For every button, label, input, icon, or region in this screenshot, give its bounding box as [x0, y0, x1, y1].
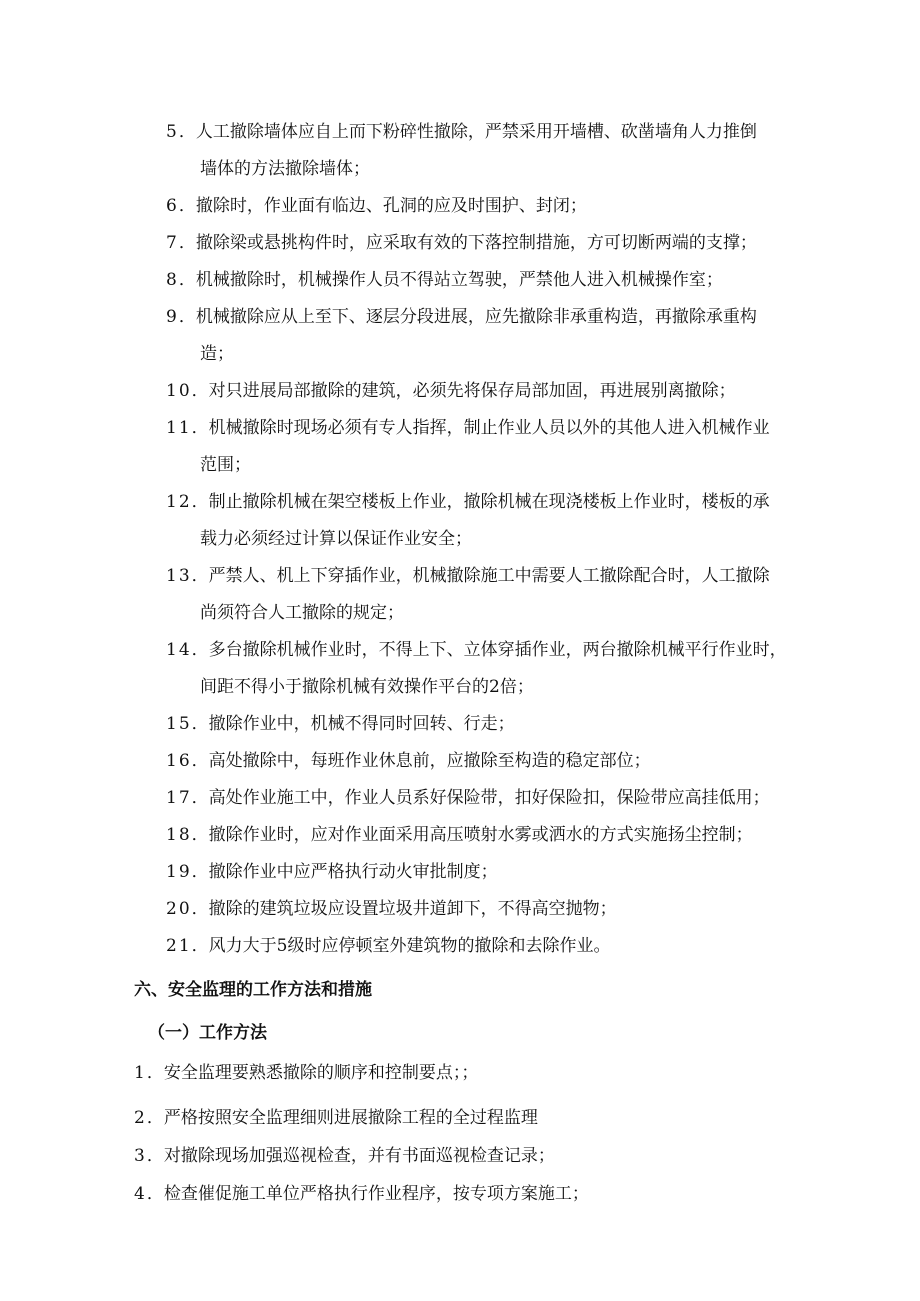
rule-item-7: [166, 231, 757, 255]
rule-text: ．撤除的建筑垃圾应设置垃圾井道卸下，不得高空抛物；: [191, 899, 617, 919]
section-heading: 六、安全监理的工作方法和措施: [134, 980, 372, 1000]
rule-number: 19: [166, 862, 192, 882]
rule-text: ．高处撤除中，每班作业休息前，应撤除至构造的稳定部位；: [191, 751, 651, 771]
rule-item-21: [166, 934, 610, 958]
rule-number: 9: [166, 307, 179, 327]
rule-text: ．撤除作业中，机械不得同时回转、行走；: [191, 714, 515, 734]
rule-item-14-continued: [200, 675, 534, 699]
rule-text: ．多台撤除机械作业时，不得上下、立体穿插作业，两台撤除机械平行作业时，: [191, 640, 787, 660]
method-text: ．安全监理要熟悉撤除的顺序和控制要点；；: [146, 1063, 479, 1083]
method-number: 1: [134, 1063, 147, 1083]
rule-item-13: [166, 564, 770, 588]
rule-text: ．撤除作业时，应对作业面采用高压喷射水雾或洒水的方式实施扬尘控制；: [191, 825, 753, 845]
rule-number: 8: [166, 270, 179, 290]
rule-text: 载力必须经过计算以保证作业安全；: [200, 529, 472, 549]
subsection-heading: （一）工作方法: [148, 1023, 267, 1043]
rule-number: 6: [166, 196, 179, 216]
rule-text: 尚须符合人工撤除的规定；: [200, 603, 404, 623]
rule-item-6: [166, 194, 587, 218]
method-number: 2: [134, 1108, 147, 1128]
rule-item-20: [166, 897, 617, 921]
rule-item-11: [166, 416, 770, 440]
rule-item-17: [166, 786, 770, 810]
method-number: 3: [134, 1146, 147, 1166]
rule-number: 21: [166, 936, 192, 956]
rule-item-5-continued: [200, 157, 370, 181]
rule-item-12-continued: [200, 527, 472, 551]
rule-number: 7: [166, 233, 179, 253]
rule-text: 范围；: [200, 455, 251, 475]
rule-item-9: [166, 305, 757, 329]
rule-text: ．严禁人、机上下穿插作业，机械撤除施工中需要人工撤除配合时，人工撤除: [191, 566, 770, 586]
rule-number: 17: [166, 788, 192, 808]
rule-item-8: [166, 268, 723, 292]
rule-item-13-continued: [200, 601, 404, 625]
rule-number: 18: [166, 825, 192, 845]
rule-number: 11: [166, 418, 192, 438]
rule-number: 13: [166, 566, 192, 586]
method-item-1: [134, 1061, 478, 1085]
method-item-2: [134, 1106, 538, 1130]
rule-item-15: [166, 712, 515, 736]
rule-item-12: [166, 490, 770, 514]
method-text: ．检查催促施工单位严格执行作业程序，按专项方案施工；: [146, 1184, 589, 1204]
rule-number: 16: [166, 751, 192, 771]
rule-number: 14: [166, 640, 192, 660]
rule-item-5: [166, 120, 757, 144]
rule-text: ．机械撤除应从上至下、逐层分段进展，应先撤除非承重构造，再撤除承重构: [178, 307, 757, 327]
rule-text: ．机械撤除时，机械操作人员不得站立驾驶，严禁他人进入机械操作室；: [178, 270, 723, 290]
rule-item-16: [166, 749, 651, 773]
rule-text: ．制止撤除机械在架空楼板上作业，撤除机械在现浇楼板上作业时，楼板的承: [191, 492, 770, 512]
rule-item-14: [166, 638, 787, 662]
rule-text: ．撤除梁或悬挑构件时，应采取有效的下落控制措施，方可切断两端的支撑；: [178, 233, 757, 253]
rule-text: ．对只进展局部撤除的建筑，必须先将保存局部加固，再进展别离撤除；: [191, 381, 736, 401]
rule-item-10: [166, 379, 736, 403]
rule-text: 墙体的方法撤除墙体；: [200, 159, 370, 179]
rule-item-9-continued: [200, 342, 234, 366]
rule-number: 5: [166, 122, 179, 142]
rule-text: 造；: [200, 344, 234, 364]
rule-text: ．机械撤除时现场必须有专人指挥，制止作业人员以外的其他人进入机械作业: [191, 418, 770, 438]
method-item-3: [134, 1144, 555, 1168]
rule-text: ．撤除时，作业面有临边、孔洞的应及时围护、封闭；: [178, 196, 587, 216]
rule-text: 间距不得小于撤除机械有效操作平台的2倍；: [200, 677, 534, 697]
rule-number: 15: [166, 714, 192, 734]
method-text: ．对撤除现场加强巡视检查，并有书面巡视检查记录；: [146, 1146, 555, 1166]
rule-item-11-continued: [200, 453, 251, 477]
method-item-4: [134, 1182, 589, 1206]
method-text: ．严格按照安全监理细则进展撤除工程的全过程监理: [146, 1108, 538, 1128]
rule-item-19: [166, 860, 498, 884]
rule-text: ．高处作业施工中，作业人员系好保险带，扣好保险扣，保险带应高挂低用；: [191, 788, 770, 808]
rule-text: ．风力大于5级时应停顿室外建筑物的撤除和去除作业。: [191, 936, 611, 956]
method-number: 4: [134, 1184, 147, 1204]
rule-item-18: [166, 823, 753, 847]
rule-number: 12: [166, 492, 192, 512]
rule-number: 10: [166, 381, 192, 401]
rule-number: 20: [166, 899, 192, 919]
rule-text: ．人工撤除墙体应自上而下粉碎性撤除，严禁采用开墙槽、砍凿墙角人力推倒: [178, 122, 757, 142]
rule-text: ．撤除作业中应严格执行动火审批制度；: [191, 862, 498, 882]
